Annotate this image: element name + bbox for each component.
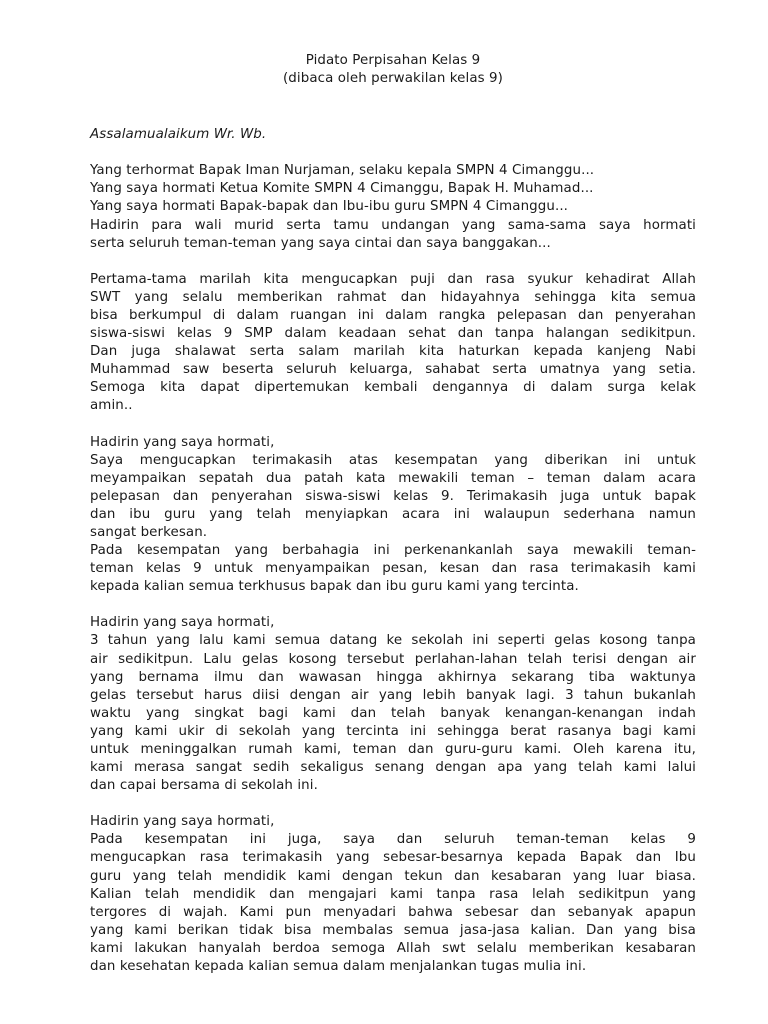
text-line: mengucapkan rasa terimakasih yang sebesar-besarnya kepada Bapak dan Ibu (90, 850, 696, 866)
text-line: yang bernama ilmu dan wawasan hingga akhirnya sekarang tiba waktunya (90, 669, 696, 685)
text-line: meyampaikan sepatah dua patah kata mewakili teman – teman dalam acara (90, 470, 696, 486)
text-line: serta seluruh teman-teman yang saya cintai dan saya banggakan... (90, 235, 551, 251)
text-line: SWT yang selalu memberikan rahmat dan hidayahnya sehingga kita semua (90, 289, 696, 305)
text-line: sangat berkesan. (90, 524, 208, 540)
text-line: tergores di wajah. Kami pun menyadari bahwa sebesar dan sebanyak apapun (90, 904, 696, 920)
section-address: Hadirin yang saya hormati, (90, 615, 275, 631)
paragraph-opening-praise (90, 271, 696, 416)
text-line: pelepasan dan penyerahan siswa-siswi kelas 9. Terimakasih juga untuk bapak (90, 488, 696, 504)
text-line: waktu yang singkat bagi kami dan telah banyak kenangan-kenangan indah (90, 705, 696, 721)
text-line: Pertama-tama marilah kita mengucapkan puji dan rasa syukur kehadirat Allah (90, 271, 696, 287)
text-line: Semoga kita dapat dipertemukan kembali dengannya di dalam surga kelak (90, 380, 696, 396)
section-address: Hadirin yang saya hormati, (90, 434, 275, 450)
text-line: gelas tersebut harus diisi dengan air yang lebih banyak lagi. 3 tahun bukanlah (90, 687, 696, 703)
text-line: Pada kesempatan yang berbahagia ini perkenankanlah saya mewakili teman- (90, 543, 696, 559)
section-address: Hadirin yang saya hormati, (90, 814, 275, 830)
text-line: Kalian telah mendidik dan mengajari kami tanpa rasa lelah sedikitpun yang (90, 886, 696, 902)
text-line: guru yang telah mendidik kami dengan tekun dan kesabaran yang luar biasa. (90, 868, 696, 884)
text-line: Saya mengucapkan terimakasih atas kesempatan yang diberikan ini untuk (90, 452, 696, 468)
text-line: siswa-siswi kelas 9 SMP dalam keadaan sehat dan tanpa halangan sedikitpun. (90, 326, 696, 342)
text-line: kami lakukan hanyalah berdoa semoga Allah swt selalu memberikan kesabaran (90, 940, 696, 956)
opening-salutations (90, 162, 696, 252)
text-line: Yang saya hormati Ketua Komite SMPN 4 Cimanggu, Bapak H. Muhamad... (90, 181, 594, 197)
text-line: Dan juga shalawat serta salam marilah kita haturkan kepada kanjeng Nabi (90, 344, 696, 360)
text-line: 3 tahun yang lalu kami semua datang ke sekolah ini seperti gelas kosong tanpa (90, 633, 696, 649)
text-line: kepada kalian semua terkhusus bapak dan ibu guru kami yang tercinta. (90, 579, 579, 595)
text-line: Muhammad saw beserta seluruh keluarga, sahabat serta umatnya yang setia. (90, 362, 696, 378)
text-line: yang kami berikan tidak bisa membalas semua jasa-jasa kalian. Dan yang bisa (90, 922, 696, 938)
text-line: kami merasa sangat sedih sekaligus senang dengan apa yang telah kami lalui (90, 760, 696, 776)
text-line: dan capai bersama di sekolah ini. (90, 778, 318, 794)
document-subtitle: (dibaca oleh perwakilan kelas 9) (282, 71, 504, 87)
text-line: dan kesehatan kepada kalian semua dalam menjalankan tugas mulia ini. (90, 959, 587, 975)
section-memories (90, 614, 696, 795)
text-line: dan ibu guru yang telah menyiapkan acara ini walaupun sederhana namun (90, 506, 696, 522)
text-line: Hadirin para wali murid serta tamu undangan yang sama-sama saya hormati (90, 217, 696, 233)
text-line: Pada kesempatan ini juga, saya dan seluruh teman-teman kelas 9 (90, 832, 696, 848)
text-line: bisa berkumpul di dalam ruangan ini dalam rangka pelepasan dan penyerahan (90, 307, 696, 323)
text-line: teman kelas 9 untuk menyampaikan pesan, kesan dan rasa terimakasih kami (90, 561, 696, 577)
text-line: air sedikitpun. Lalu gelas kosong tersebut perlahan-lahan telah terisi dengan air (90, 651, 696, 667)
text-line: untuk meninggalkan rumah kami, teman dan guru-guru kami. Oleh karena itu, (90, 742, 696, 757)
greeting: Assalamualaikum Wr. Wb. (90, 127, 267, 143)
section-thanks-teachers (90, 813, 696, 976)
text-line: Yang terhormat Bapak Iman Nurjaman, selaku kepala SMPN 4 Cimanggu... (90, 163, 595, 179)
document-page (90, 52, 696, 976)
text-line: yang kami ukir di sekolah yang tercinta ini sehingga berat rasanya bagi kami (90, 723, 696, 739)
text-line: Yang saya hormati Bapak-bapak dan Ibu-ibu guru SMPN 4 Cimanggu... (90, 199, 569, 215)
section-gratitude (90, 434, 696, 597)
text-line: amin.. (90, 398, 133, 414)
document-title: Pidato Perpisahan Kelas 9 (305, 53, 481, 68)
